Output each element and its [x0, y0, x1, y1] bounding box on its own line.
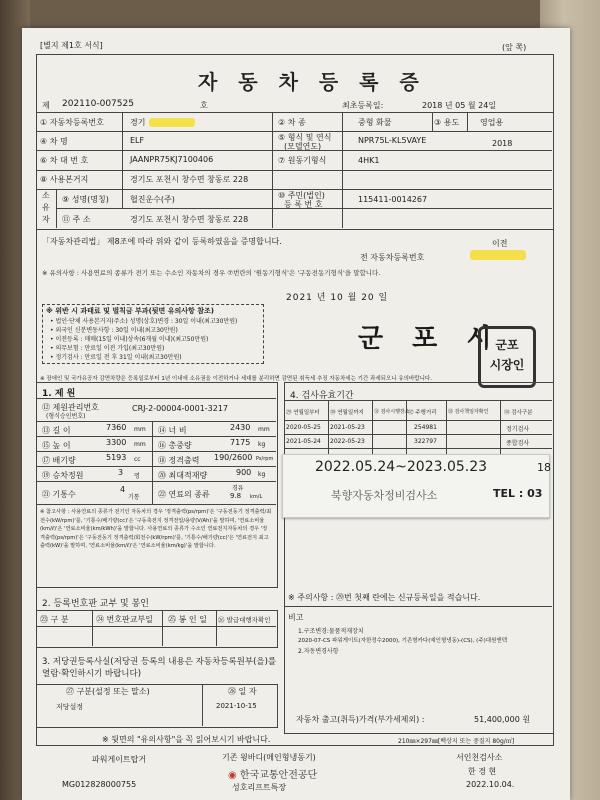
spec-fuel-unit: km/L: [250, 494, 263, 500]
penalty-item: • 정기검사 : 만료일 전 후 31일 이내(최고30만원): [50, 354, 182, 361]
insp-col: ㉜ 주행거리: [408, 410, 437, 416]
sig-office: 서인천검사소: [456, 753, 503, 762]
spec-load-unit: kg: [258, 471, 266, 478]
spec-length-value: 7360: [106, 423, 127, 432]
spec-height-label: ⑮ 높 이: [42, 441, 71, 450]
insp-col: ㉝ 검사책임자확인: [448, 409, 489, 415]
label-registration-number: ① 자동차등록번호: [40, 118, 104, 127]
spec-length-label: ⑬ 길 이: [42, 426, 71, 435]
seal-text: 군포 시장인: [489, 338, 525, 372]
label-owner-name: ⑨ 성명(명칭): [62, 195, 109, 204]
label-corp-number-sub: 등 록 번 호: [284, 200, 323, 209]
spec-weight-label: ⑯ 총중량: [158, 441, 192, 450]
signature-strip: [22, 746, 570, 800]
spec-mgmt-sub: (형식승인번호): [46, 413, 86, 420]
registration-number: 202110-007525: [62, 99, 134, 109]
bottom-notice: ※ 장애인 및 국가유공자 감면차량은 등록일로부터 1년 이내에 소유권을 이전하거나 세대를 분리하면 감면된 취득세 추징 자동차세는 기간 과세되오니 유의바랍니다.: [40, 376, 432, 382]
spec-weight-unit: kg: [258, 441, 266, 448]
reg-no-prefix: 제: [42, 101, 50, 110]
spec-power-label: ⑱ 정격출력: [158, 456, 200, 465]
kotsa-logo-icon: ◉: [228, 770, 237, 781]
prev-reg-label: 전 자동차등록번호: [360, 253, 425, 262]
label-vehicle-type: ② 차 종: [278, 118, 306, 127]
spec-height-unit: mm: [134, 441, 146, 448]
spec-weight-value: 7175: [230, 438, 251, 447]
label-corp-number: ⑩ 주민(법인): [278, 191, 325, 200]
spec-length-unit: mm: [134, 426, 146, 433]
inspection-title: 4. 검사유효기간: [290, 391, 354, 401]
spec-cylinders-value: 4: [120, 485, 126, 494]
insp-col: ㉙ 연월일부터: [286, 410, 320, 416]
sig-company: 파워게이트탑거: [92, 755, 147, 764]
insp-col: ㉛ 검사시행장소: [374, 409, 410, 415]
sticker-tail: 18: [537, 461, 551, 474]
form-side: (앞 쪽): [502, 43, 527, 52]
remark-line: 2020-07-CS 파워게이트(자한정수2000), 기존형카다(예인형냉동)-(CS), (주)대원앤텍: [298, 638, 508, 644]
spec-cylinders-label: ㉑ 기통수: [42, 490, 76, 499]
value-corp-number: 115411-0014267: [358, 195, 428, 204]
penalty-title: ※ 위반 시 과태료 및 벌칙금 부과(뒷면 유의사항 참조): [46, 307, 214, 315]
spec-load-value: 900: [236, 468, 252, 477]
insp-cell: 322797: [414, 438, 437, 445]
label-model-year-sub: (모델연도): [284, 142, 322, 151]
label-vehicle-name: ④ 차 명: [40, 137, 68, 146]
value-model-year: 2018: [492, 139, 513, 148]
registration-certificate: [22, 28, 570, 800]
spec-mgmt-value: CRJ-2-00004-0001-3217: [132, 404, 229, 413]
spec-displacement-unit: cc: [134, 456, 141, 463]
price-label: 자동차 출고(취득)가격(부가세제외) :: [296, 715, 425, 724]
spec-load-label: ⑳ 최대적재량: [158, 471, 208, 480]
insp-cell: 254981: [414, 424, 437, 431]
inspection-sticker: [282, 454, 550, 518]
value-vin: JAANPR75KJ7100406: [130, 155, 214, 164]
remarks-label: 비고: [288, 613, 304, 622]
spec-fuel-label: ㉒ 연료의 종류: [158, 490, 210, 499]
value-address: 경기도 포천시 창수면 창동로 228: [130, 215, 249, 224]
spec-fuel-economy: 9.8: [230, 492, 242, 500]
plate-col: ㉔ 번호판교부일: [96, 615, 153, 624]
value-usage: 영업용: [480, 118, 504, 127]
first-reg-label: 최초등록일:: [342, 101, 384, 110]
remark-line: 2.자동변경사항: [298, 648, 339, 655]
main-info-table: [36, 112, 554, 230]
sticker-place: 북향자동차정비검사소: [331, 489, 438, 502]
sig-maker: 성호리프트특장: [232, 783, 287, 792]
plate-col: ㉖ 발급대행자확인: [218, 616, 271, 624]
lien-type-value: 저당설정: [56, 703, 84, 711]
insp-cell: 2021-05-23: [330, 424, 365, 431]
notice-fuel: ※ 유의사항 : 사용연료의 종류가 전기 또는 수소인 자동차의 경우 ⑦번란의 '원동기형식'은 '구동전동기형식'을 말합니다.: [42, 269, 381, 277]
value-base-location: 경기도 포천시 창수면 창동로 228: [130, 175, 249, 184]
spec-width-label: ⑭ 너 비: [158, 426, 187, 435]
value-vehicle-type: 중형 화물: [358, 118, 392, 127]
value-owner-name: 협진운수(주): [130, 195, 175, 204]
value-vehicle-name: ELF: [130, 136, 145, 145]
spec-displacement-value: 5193: [106, 453, 127, 462]
spec-cylinders-unit: 기통: [128, 494, 140, 501]
back-notice: ※ 뒷면의 "유의사항"을 꼭 읽어보시기 바랍니다.: [102, 735, 271, 744]
label-vin: ⑥ 차 대 번 호: [40, 156, 89, 165]
inspection-notice: ※ 주의사항 : ㉙번 첫째 란에는 신규등록일을 적습니다.: [288, 593, 481, 602]
spec-displacement-label: ⑰ 배기량: [42, 456, 76, 465]
sig-number: MG012828000755: [62, 780, 137, 789]
plate-col: ㉕ 봉 인 일: [168, 615, 207, 624]
insp-cell: 정기검사: [506, 426, 530, 433]
spec-width-value: 2430: [230, 423, 251, 432]
spec-power-value: 190/2600: [214, 453, 253, 462]
first-reg-date: 2018 년 05 월 24일: [422, 101, 497, 110]
lien-section-title: 3. 저당권등록사실(저당권 등록의 내용은 자동차등록원부(을)를 열람·확인하시기 바랍니다): [42, 657, 277, 679]
label-usage: ③ 용도: [434, 118, 460, 127]
spec-seats-label: ⑲ 승차정원: [42, 471, 84, 480]
insp-col: ㉞ 검사구분: [504, 410, 533, 416]
penalty-item: • 이전등록 : 매매(15일 이내)상속(6개월 이내)(최고50만원): [50, 336, 209, 343]
insp-cell: 종합검사: [506, 440, 530, 447]
redaction-highlight: [149, 118, 195, 127]
insp-col: ㉚ 연월일까지: [330, 410, 364, 416]
penalty-item: • 의무보험 : 만료일 이전 가입(최고30만원): [50, 345, 165, 352]
prev-reg-note: 이전: [492, 239, 508, 248]
insp-cell: 2021-05-24: [286, 438, 321, 445]
value-registration-number: 경기: [130, 117, 195, 128]
label-engine-type: ⑦ 원동기형식: [278, 156, 327, 165]
spec-power-unit: Ps/rpm: [256, 456, 274, 462]
label-address: ⑪ 주 소: [62, 215, 91, 224]
lien-col-type: ㉗ 구분(설정 또는 말소): [66, 687, 150, 696]
form-code: [별지 제1호 서식]: [40, 41, 103, 50]
value-model: NPR75L-KL5VAYE: [358, 136, 427, 145]
insp-cell: 2022-05-23: [330, 438, 365, 445]
prev-reg-redaction: [470, 250, 526, 260]
plate-col: ㉓ 구 분: [40, 615, 69, 624]
sticker-tel: TEL : 03: [493, 487, 543, 500]
document-title: 자 동 차 등 록 증: [198, 70, 426, 94]
plate-section-title: 2. 등록번호판 교부 및 봉인: [42, 599, 149, 609]
lien-col-date: ㉘ 일 자: [228, 687, 257, 696]
value-engine-type: 4HK1: [358, 156, 380, 165]
spec-seats-value: 3: [118, 468, 124, 477]
spec-mgmt-label: ⑫ 제원관리번호: [42, 403, 99, 412]
sig-vehicle: 기존 윙바디(메인형냉동기): [222, 753, 316, 762]
reg-no-suffix: 호: [200, 101, 208, 110]
spec-height-value: 3300: [106, 438, 127, 447]
remark-line: 1.구조변경:물품적재장치: [298, 628, 364, 635]
paper-spec: 210㎜×297㎜[백상지 또는 중질지 80g/㎡]: [398, 738, 515, 745]
insp-cell: 2020-05-25: [286, 424, 321, 431]
price-value: 51,400,000 원: [474, 715, 531, 724]
penalty-item: • 법인·단체 사용본거지(주소) 성명(상호)변경 : 30일 이내(최고30만원): [50, 318, 238, 325]
issue-date: 2021 년 10 월 20 일: [286, 293, 389, 303]
sig-person: 한 경 현: [468, 767, 497, 776]
lien-date-value: 2021-10-15: [216, 702, 257, 710]
certification-text: 「자동차관리법」 제8조에 따라 위와 같이 등록하였음을 증명합니다.: [42, 237, 282, 246]
label-base-location: ⑧ 사용본거지: [40, 175, 89, 184]
sticker-period: 2022.05.24~2023.05.23: [315, 459, 488, 475]
spec-fuel-value: 경유: [232, 485, 244, 492]
issuer-name: 군 포 시: [358, 324, 502, 354]
official-seal: [478, 326, 536, 388]
label-model-year: ⑤ 형식 및 연식: [278, 133, 332, 142]
kotsa-logo: [228, 766, 317, 781]
kotsa-logo-text: 한국교통안전공단: [239, 770, 318, 781]
penalty-item: • 외국인 신분변동사항 : 30일 이내(최고30만원): [50, 327, 178, 334]
owner-side-label: 소 유 자: [42, 191, 50, 224]
spec-width-unit: mm: [258, 426, 270, 433]
spec-seats-unit: 명: [134, 473, 140, 480]
sig-date: 2022.10.04.: [466, 780, 515, 789]
spec-title: 1. 제 원: [42, 389, 76, 399]
spec-note: ※ 참고사항 : 사용연료의 종류가 전기인 자동차의 경우 '정격출력(ps/rpm)'은 '구동전동기 정격출력/최전수(kW/rpm)'를, '기통수/배기량(cc)'은 '구동축전지 정격전압/용량(V/Ah)'을 말하며, '연료소비율(km/ℓ)'은 '연료소비율(km/kWh)'을 말합니다. 사용연료의 종류가 수소인 연료전지자동차의 경우 '정격출력(ps/rpm)'은 '구동전동기 정격출력/회전수(kW/rpm)'를, '기통수/배기량(cc)'은 '연료전지 최고출력(kW)'을 말하며, '연료소비율(km/ℓ)'은 '연료소비율(km/kg)'을 말합니다.: [40, 509, 272, 550]
